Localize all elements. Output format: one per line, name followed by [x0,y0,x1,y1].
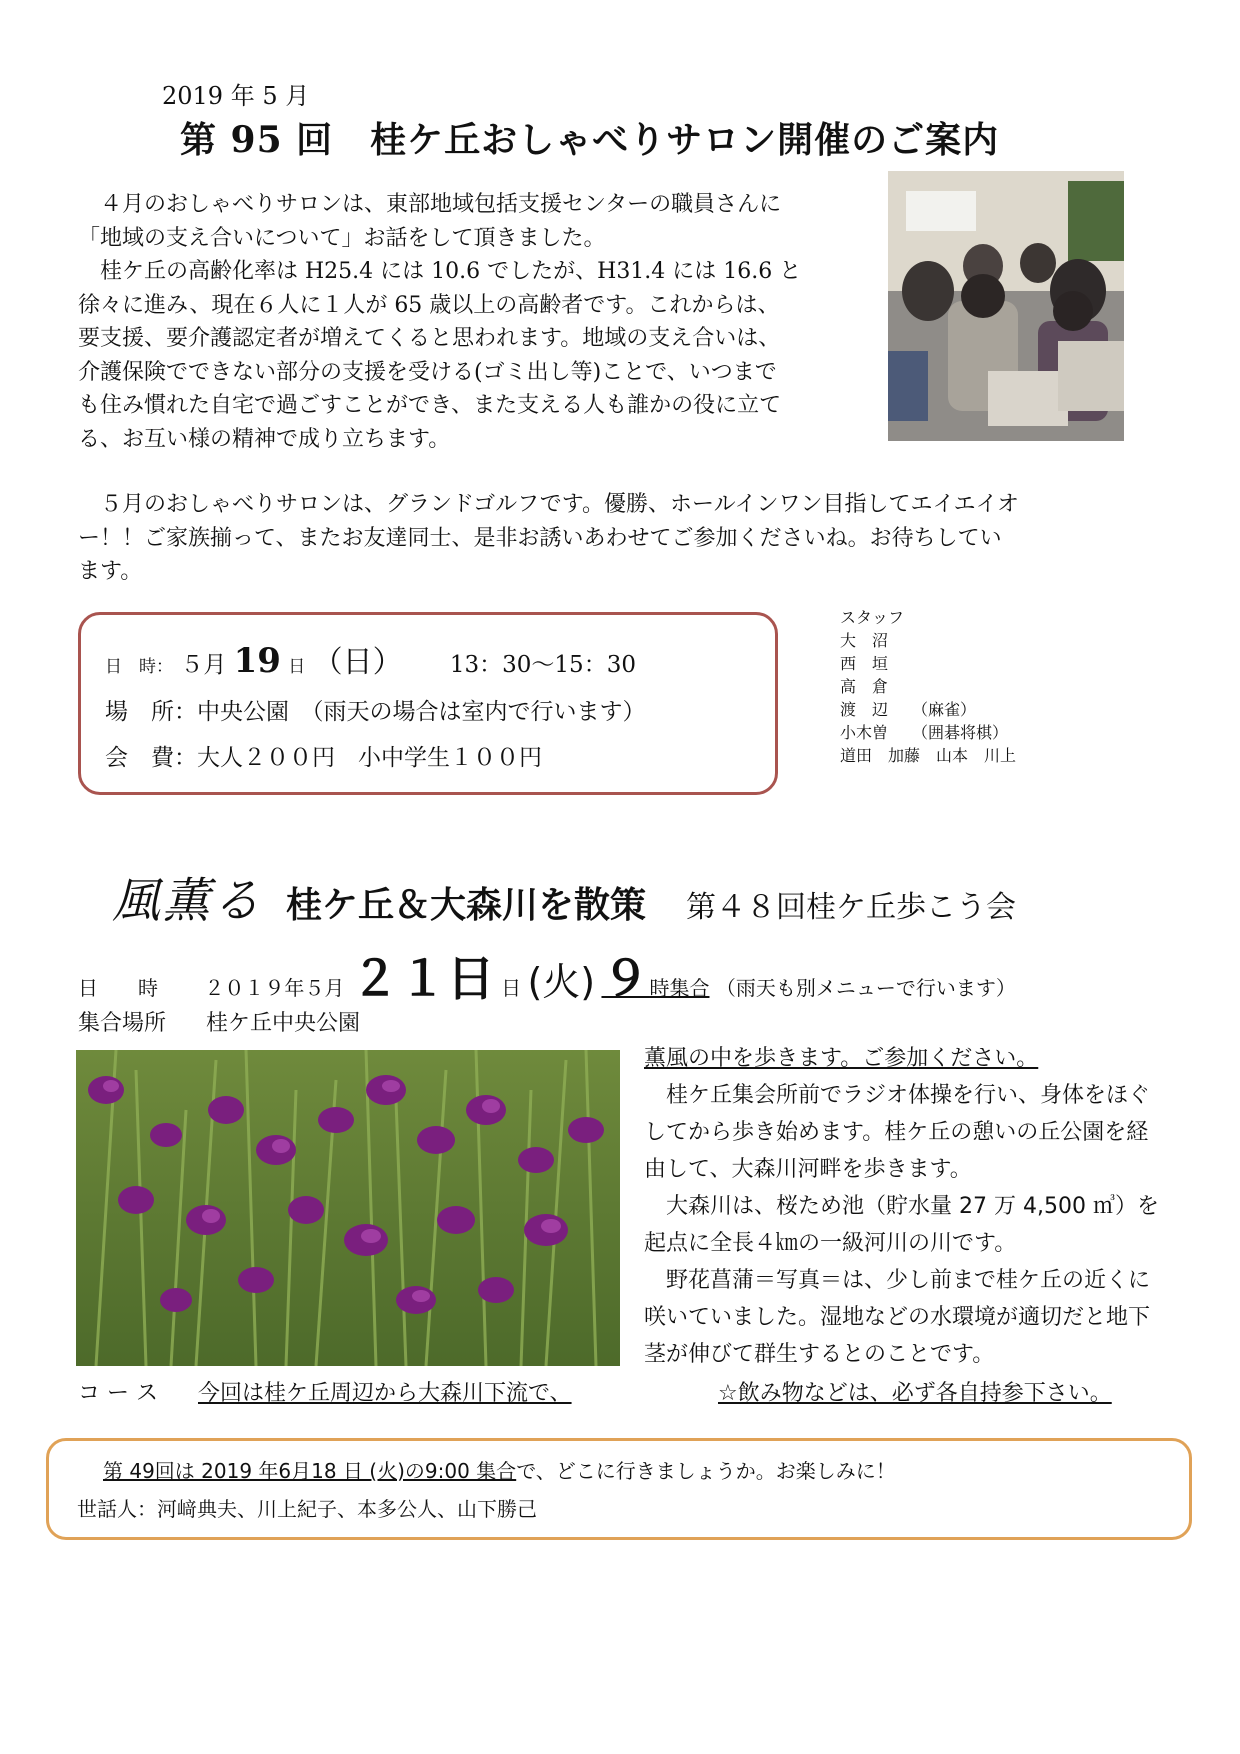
walk-desc-line: 由して、大森川河畔を歩きます。 [644,1157,972,1182]
walk-main-title: 桂ケ丘＆大森川を散策 [286,885,647,926]
next-walk-date: 第 49回は 2019 年6月18 日 (火)の9:00 集合 [103,1459,517,1483]
walk-description [644,1040,1174,1373]
walk-script-title: 風薫る [112,873,263,929]
walk-desc-line: 桂ケ丘集会所前でラジオ体操を行い、身体をほぐ [644,1083,1151,1108]
walk-date-suffix: 時集合 [649,976,710,1000]
organizers-line: 世話人：河﨑典夫、川上紀子、本多公人、山下勝己 [77,1497,537,1521]
walk-desc-line: 起点に全長４㎞の一級河川の川です。 [644,1231,1017,1256]
walk-desc-line: 大森川は、桜ため池（貯水量 27 万 4,500 ㎥）を [644,1194,1159,1219]
walk-place-label: 集合場所 [78,1011,167,1036]
salon-report [78,188,878,456]
place-label: 場 所： [105,699,197,725]
salon-fee-row [105,739,542,772]
may-salon-line: ー！！ご家族揃って、またお友達同士、是非お誘いあわせてご参加くださいね。お待ちしてい [78,525,1002,551]
next-walk-line [103,1455,896,1484]
issue-date: 2019 年 5 月 [162,82,310,110]
may-salon-line: ５月のおしゃべりサロンは、グランドゴルフです。優勝、ホールインワン目指してエイエイオ [78,492,1019,517]
walk-title [112,862,1016,931]
staff-member: 西 垣 [840,654,889,673]
next-walk-box [46,1438,1192,1540]
next-walk-message: で、どこに行きましょうか。お楽しみに！ [516,1459,896,1483]
date-label: 日 時： [105,657,173,677]
salon-report-line: 要支援、要介護認定者が増えてくると思われます。地域の支え合いは、 [78,326,781,351]
may-salon-line: ます。 [78,559,143,584]
walk-date-hour: ９ [601,951,650,1007]
salon-report-line: ４月のおしゃべりサロンは、東部地域包括支援センターの職員さんに [78,192,782,217]
walk-date-unit: 日 [501,976,522,1000]
drinks-notice: ☆飲み物などは、必ず各自持参下さい。 [718,1381,1112,1406]
salon-report-line: る、お互い様の精神で成り立ちます。 [78,426,451,452]
date-day: 19 [233,641,281,681]
staff-list [840,606,1016,767]
walk-date-weekday: (火) [527,960,596,1004]
course-label: コ ー ス [78,1381,158,1406]
salon-meeting-photo [888,171,1124,441]
date-month: ５月 [180,652,227,678]
walk-place-row [78,1006,360,1037]
staff-member: 渡 辺 （麻雀） [840,700,977,719]
walk-date-year: ２０１９年５月 [184,976,345,1000]
walk-date-label: 日 時 [78,976,178,1000]
staff-member: 大 沼 [840,631,889,650]
walk-desc-line: してから歩き始めます。桂ケ丘の憩いの丘公園を経 [644,1120,1149,1145]
salon-report-line: 徐々に進み、現在６人に１人が 65 歳以上の高齢者です。これからは、 [78,292,780,318]
fee-label: 会 費： [105,745,197,771]
salon-place-row [105,693,646,726]
iris-flowers-photo [76,1050,620,1366]
salon-info-box [78,612,778,795]
salon-report-line: 「地域の支え合いについて」お話をして頂きました。 [78,225,606,251]
fee-value: 大人２００円 小中学生１００円 [197,745,542,771]
course-value: 今回は桂ケ丘周辺から大森川下流で、 [198,1381,572,1406]
salon-date-row [105,637,636,681]
salon-report-line: 桂ケ丘の高齢化率は H25.4 には 10.6 でしたが、H31.4 には 16.6 と [78,259,802,284]
page-title: 第 95 回 桂ケ丘おしゃべりサロン開催のご案内 [180,119,1000,161]
date-time: 13：30〜15：30 [449,652,636,678]
salon-report-line: も住み慣れた自宅で過ごすことができ、また支える人も誰かの役に立て [78,393,782,418]
salon-report-line: 介護保険でできない部分の支援を受ける(ゴミ出し等)ことで、いつまで [78,359,777,385]
walk-desc-line: 野花菖蒲＝写真＝は、少し前まで桂ケ丘の近くに [644,1268,1151,1293]
date-unit: 日 [288,657,306,677]
staff-heading: スタッフ [840,608,905,627]
staff-member: 道田 加藤 山本 川上 [840,746,1017,765]
walk-desc-line: 薫風の中を歩きます。ご参加ください。 [644,1046,1039,1071]
walk-desc-line: 茎が伸びて群生するとのことです。 [644,1342,995,1367]
walk-subtitle: 第４８回桂ケ丘歩こう会 [686,890,1017,925]
may-salon-notice [78,488,1158,589]
walk-date-row [78,940,1016,1009]
walk-date-day: ２１日 [350,951,495,1007]
walk-place-value: 桂ケ丘中央公園 [206,1011,361,1036]
date-weekday: （日） [312,645,403,680]
staff-member: 小木曽 （囲碁将棋） [840,723,1009,742]
walk-desc-line: 咲いていました。湿地などの水環境が適切だと地下 [644,1305,1151,1330]
staff-member: 高 倉 [840,677,889,696]
walk-date-note: （雨天も別メニューで行います） [715,976,1016,1000]
walk-course-row [78,1376,572,1407]
place-value: 中央公園 （雨天の場合は室内で行います） [197,699,646,725]
